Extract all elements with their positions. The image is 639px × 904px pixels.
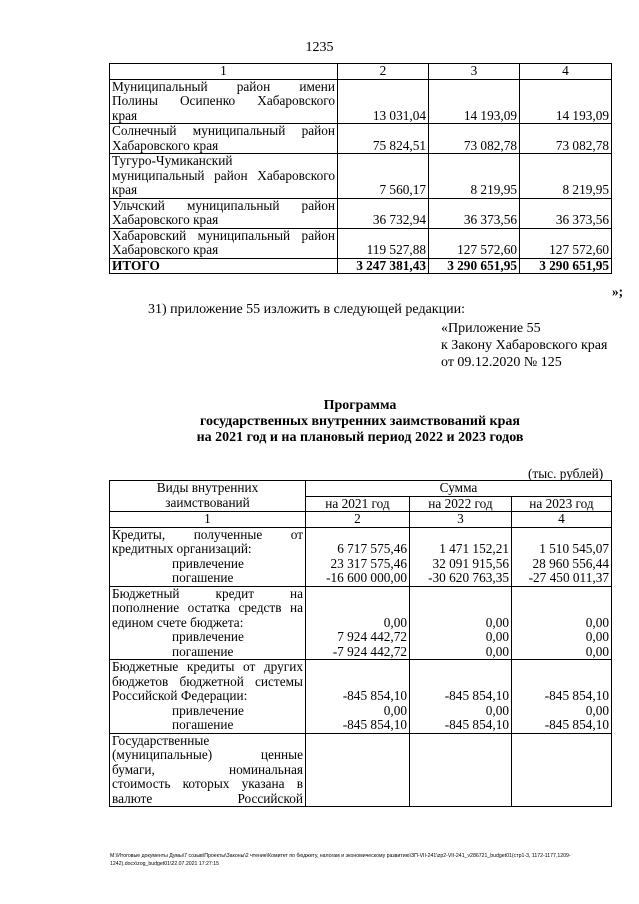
amount-value: 32 091 915,56 xyxy=(432,555,509,571)
sub-row-label: погашение xyxy=(172,570,234,585)
title-line: Программа xyxy=(323,398,397,413)
borrowing-group-row xyxy=(110,586,612,660)
closing-quote: »; xyxy=(612,284,624,299)
total-row xyxy=(110,258,612,274)
total-value: 3 247 381,43 xyxy=(338,258,429,274)
total-value: 3 290 651,95 xyxy=(429,258,520,274)
amount-value: -845 854,10 xyxy=(342,717,407,732)
amount-cell xyxy=(306,586,410,660)
amount-value: 7 924 442,72 xyxy=(337,629,407,644)
borrowing-kind-line: бумаги, номинальная xyxy=(112,761,303,777)
amount-value: 0,00 xyxy=(383,702,407,718)
column-number-row xyxy=(110,512,612,528)
amount-value: 6 717 575,46 xyxy=(337,541,407,556)
district-name-line: Ульчский муниципальный район xyxy=(112,197,335,213)
district-name-line: Солнечный муниципальный район xyxy=(112,123,335,138)
amount-value: -30 620 763,35 xyxy=(428,570,509,585)
borrowing-group-row xyxy=(110,527,612,586)
district-name-line: Полины Осипенко Хабаровского xyxy=(112,93,335,108)
borrowing-kind xyxy=(110,660,306,734)
amount-cell: 7 560,17 xyxy=(338,154,429,199)
amount-cell xyxy=(306,660,410,734)
district-name-line: Муниципальный район имени xyxy=(112,78,335,94)
col-header: 3 xyxy=(429,64,520,80)
amount-value: -845 854,10 xyxy=(544,688,609,703)
amount-value: -16 600 000,00 xyxy=(326,570,407,585)
amount-cell xyxy=(410,660,512,734)
amount-cell xyxy=(512,586,612,660)
table-header-row xyxy=(110,64,612,80)
amount-value: 0,00 xyxy=(585,614,609,630)
amount-value: -845 854,10 xyxy=(444,717,509,732)
amount-value: 1 510 545,07 xyxy=(539,541,609,556)
borrowing-kind-line: пополнение остатка средств на xyxy=(112,600,303,615)
borrowing-kind xyxy=(110,586,306,660)
amount-value: 0,00 xyxy=(485,643,509,659)
amount-value: 28 960 556,44 xyxy=(532,555,609,571)
borrowing-kind-line: Государственные xyxy=(112,732,210,748)
appendix-line: от 09.12.2020 № 125 xyxy=(441,355,562,370)
borrowing-kind xyxy=(110,527,306,586)
col-number: 4 xyxy=(512,512,612,528)
appendix-reference xyxy=(441,320,607,371)
amount-value: 0,00 xyxy=(485,614,509,630)
amount-value: -845 854,10 xyxy=(342,688,407,703)
district-name-line: края xyxy=(112,182,138,197)
file-path-footer: M:\Итоговые документы Думы\7 созыв\Проекты\Законы\2 чтение\Комитет по бюджету, налогам и экономическому развитию\ЗП-VII-241\zp2-VII-241_v286721_budget01(стр1-3, 1172-1177,1209-1242).docx\zog_budget01\22.07.2021 17:27:15 xyxy=(110,853,571,867)
amount-cell xyxy=(306,527,410,586)
sub-row-label: погашение xyxy=(172,717,234,732)
district-name-line: Хабаровского края xyxy=(112,137,219,153)
appendix-line: к Закону Хабаровского края xyxy=(441,338,608,353)
district-name xyxy=(110,124,338,154)
year-header: на 2022 год xyxy=(410,496,512,512)
amount-value: 0,00 xyxy=(485,629,509,644)
amount-cell: 127 572,60 xyxy=(429,228,520,258)
table-row xyxy=(110,79,612,124)
table-row xyxy=(110,124,612,154)
borrowing-kind-line: кредитных организаций: xyxy=(112,541,252,556)
borrowing-kind xyxy=(110,733,306,807)
amount-value: 0,00 xyxy=(585,702,609,718)
borrowing-kind-line: Кредиты, полученные от xyxy=(112,526,303,542)
borrowing-kind-line: Бюджетный кредит на xyxy=(112,585,303,601)
district-name xyxy=(110,198,338,228)
borrowing-kind-line: стоимость которых указана в xyxy=(112,776,303,791)
col-header: 4 xyxy=(520,64,612,80)
borrowing-kind-line: валюте Российской xyxy=(112,790,303,806)
col-number: 3 xyxy=(410,512,512,528)
borrowing-kinds-header xyxy=(110,481,306,512)
table-row xyxy=(110,228,612,258)
amendment-item: 31) приложение 55 изложить в следующей редакции: xyxy=(148,302,465,317)
sum-header: Сумма xyxy=(306,481,612,497)
amount-cell xyxy=(410,733,512,807)
amount-cell xyxy=(512,527,612,586)
total-value: 3 290 651,95 xyxy=(520,258,612,274)
amount-value: -7 924 442,72 xyxy=(332,643,407,659)
borrowing-kind-line: Российской Федерации: xyxy=(112,688,248,703)
amount-value: 0,00 xyxy=(383,614,407,630)
amount-cell: 8 219,95 xyxy=(429,154,520,199)
amount-value: 23 317 575,46 xyxy=(330,555,407,571)
col-header: 1 xyxy=(110,64,338,80)
amount-cell: 119 527,88 xyxy=(338,228,429,258)
amount-cell xyxy=(512,733,612,807)
header-line: заимствований xyxy=(165,494,250,510)
total-label: ИТОГО xyxy=(110,258,338,274)
amount-cell: 36 373,56 xyxy=(520,198,612,228)
district-name-line: Тугуро-Чумиканский xyxy=(112,153,233,168)
col-number: 1 xyxy=(110,512,306,528)
amount-cell: 14 193,09 xyxy=(429,79,520,124)
amount-value: -27 450 011,37 xyxy=(528,570,609,585)
amount-cell: 127 572,60 xyxy=(520,228,612,258)
header-line: Виды внутренних xyxy=(156,480,259,495)
sub-row-label: привлечение xyxy=(172,629,244,644)
year-header: на 2021 год xyxy=(306,496,410,512)
district-name xyxy=(110,154,338,199)
amount-value: 0,00 xyxy=(585,629,609,644)
borrowing-kind-line: едином счете бюджета: xyxy=(112,614,244,630)
program-title xyxy=(0,398,639,446)
amount-cell: 8 219,95 xyxy=(520,154,612,199)
amount-cell xyxy=(512,660,612,734)
year-header: на 2023 год xyxy=(512,496,612,512)
amount-cell: 36 373,56 xyxy=(429,198,520,228)
sub-row-label: привлечение xyxy=(172,555,244,571)
borrowing-group-row xyxy=(110,660,612,734)
borrowing-kind-line: (муниципальные) ценные xyxy=(112,747,303,762)
borrowing-program-table xyxy=(109,480,612,807)
district-name-line: муниципальный район Хабаровского xyxy=(112,167,335,183)
table-row xyxy=(110,198,612,228)
district-name-line: края xyxy=(112,107,138,123)
borrowing-kind-line: Бюджетные кредиты от других xyxy=(112,659,303,674)
appendix-line: «Приложение 55 xyxy=(441,321,541,336)
amount-cell: 36 732,94 xyxy=(338,198,429,228)
borrowing-group-row xyxy=(110,733,612,807)
district-name xyxy=(110,228,338,258)
col-number: 2 xyxy=(306,512,410,528)
title-line: на 2021 год и на плановый период 2022 и 2023 годов xyxy=(196,430,524,445)
amount-cell xyxy=(410,527,512,586)
amount-cell: 75 824,51 xyxy=(338,124,429,154)
district-name xyxy=(110,79,338,124)
amount-value: -845 854,10 xyxy=(544,717,609,732)
amount-cell: 73 082,78 xyxy=(520,124,612,154)
page-number: 1235 xyxy=(305,40,334,55)
sub-row-label: погашение xyxy=(172,643,234,659)
amount-cell: 14 193,09 xyxy=(520,79,612,124)
district-name-line: Хабаровский муниципальный район xyxy=(112,227,335,243)
amount-value: -845 854,10 xyxy=(444,688,509,703)
col-header: 2 xyxy=(338,64,429,80)
district-name-line: Хабаровского края xyxy=(112,242,219,257)
amount-cell: 13 031,04 xyxy=(338,79,429,124)
amount-value: 1 471 152,21 xyxy=(439,541,509,556)
amount-value: 0,00 xyxy=(485,702,509,718)
district-name-line: Хабаровского края xyxy=(112,212,219,227)
units-label: (тыс. рублей) xyxy=(528,466,604,481)
amount-value: 0,00 xyxy=(585,643,609,659)
amount-cell: 73 082,78 xyxy=(429,124,520,154)
table-row xyxy=(110,154,612,199)
amount-cell xyxy=(410,586,512,660)
borrowing-kind-line: бюджетов бюджетной системы xyxy=(112,673,303,689)
sub-row-label: привлечение xyxy=(172,702,244,718)
municipal-districts-table xyxy=(109,63,612,274)
table-header-row xyxy=(110,481,612,497)
amount-cell xyxy=(306,733,410,807)
title-line: государственных внутренних заимствований края xyxy=(200,414,520,429)
